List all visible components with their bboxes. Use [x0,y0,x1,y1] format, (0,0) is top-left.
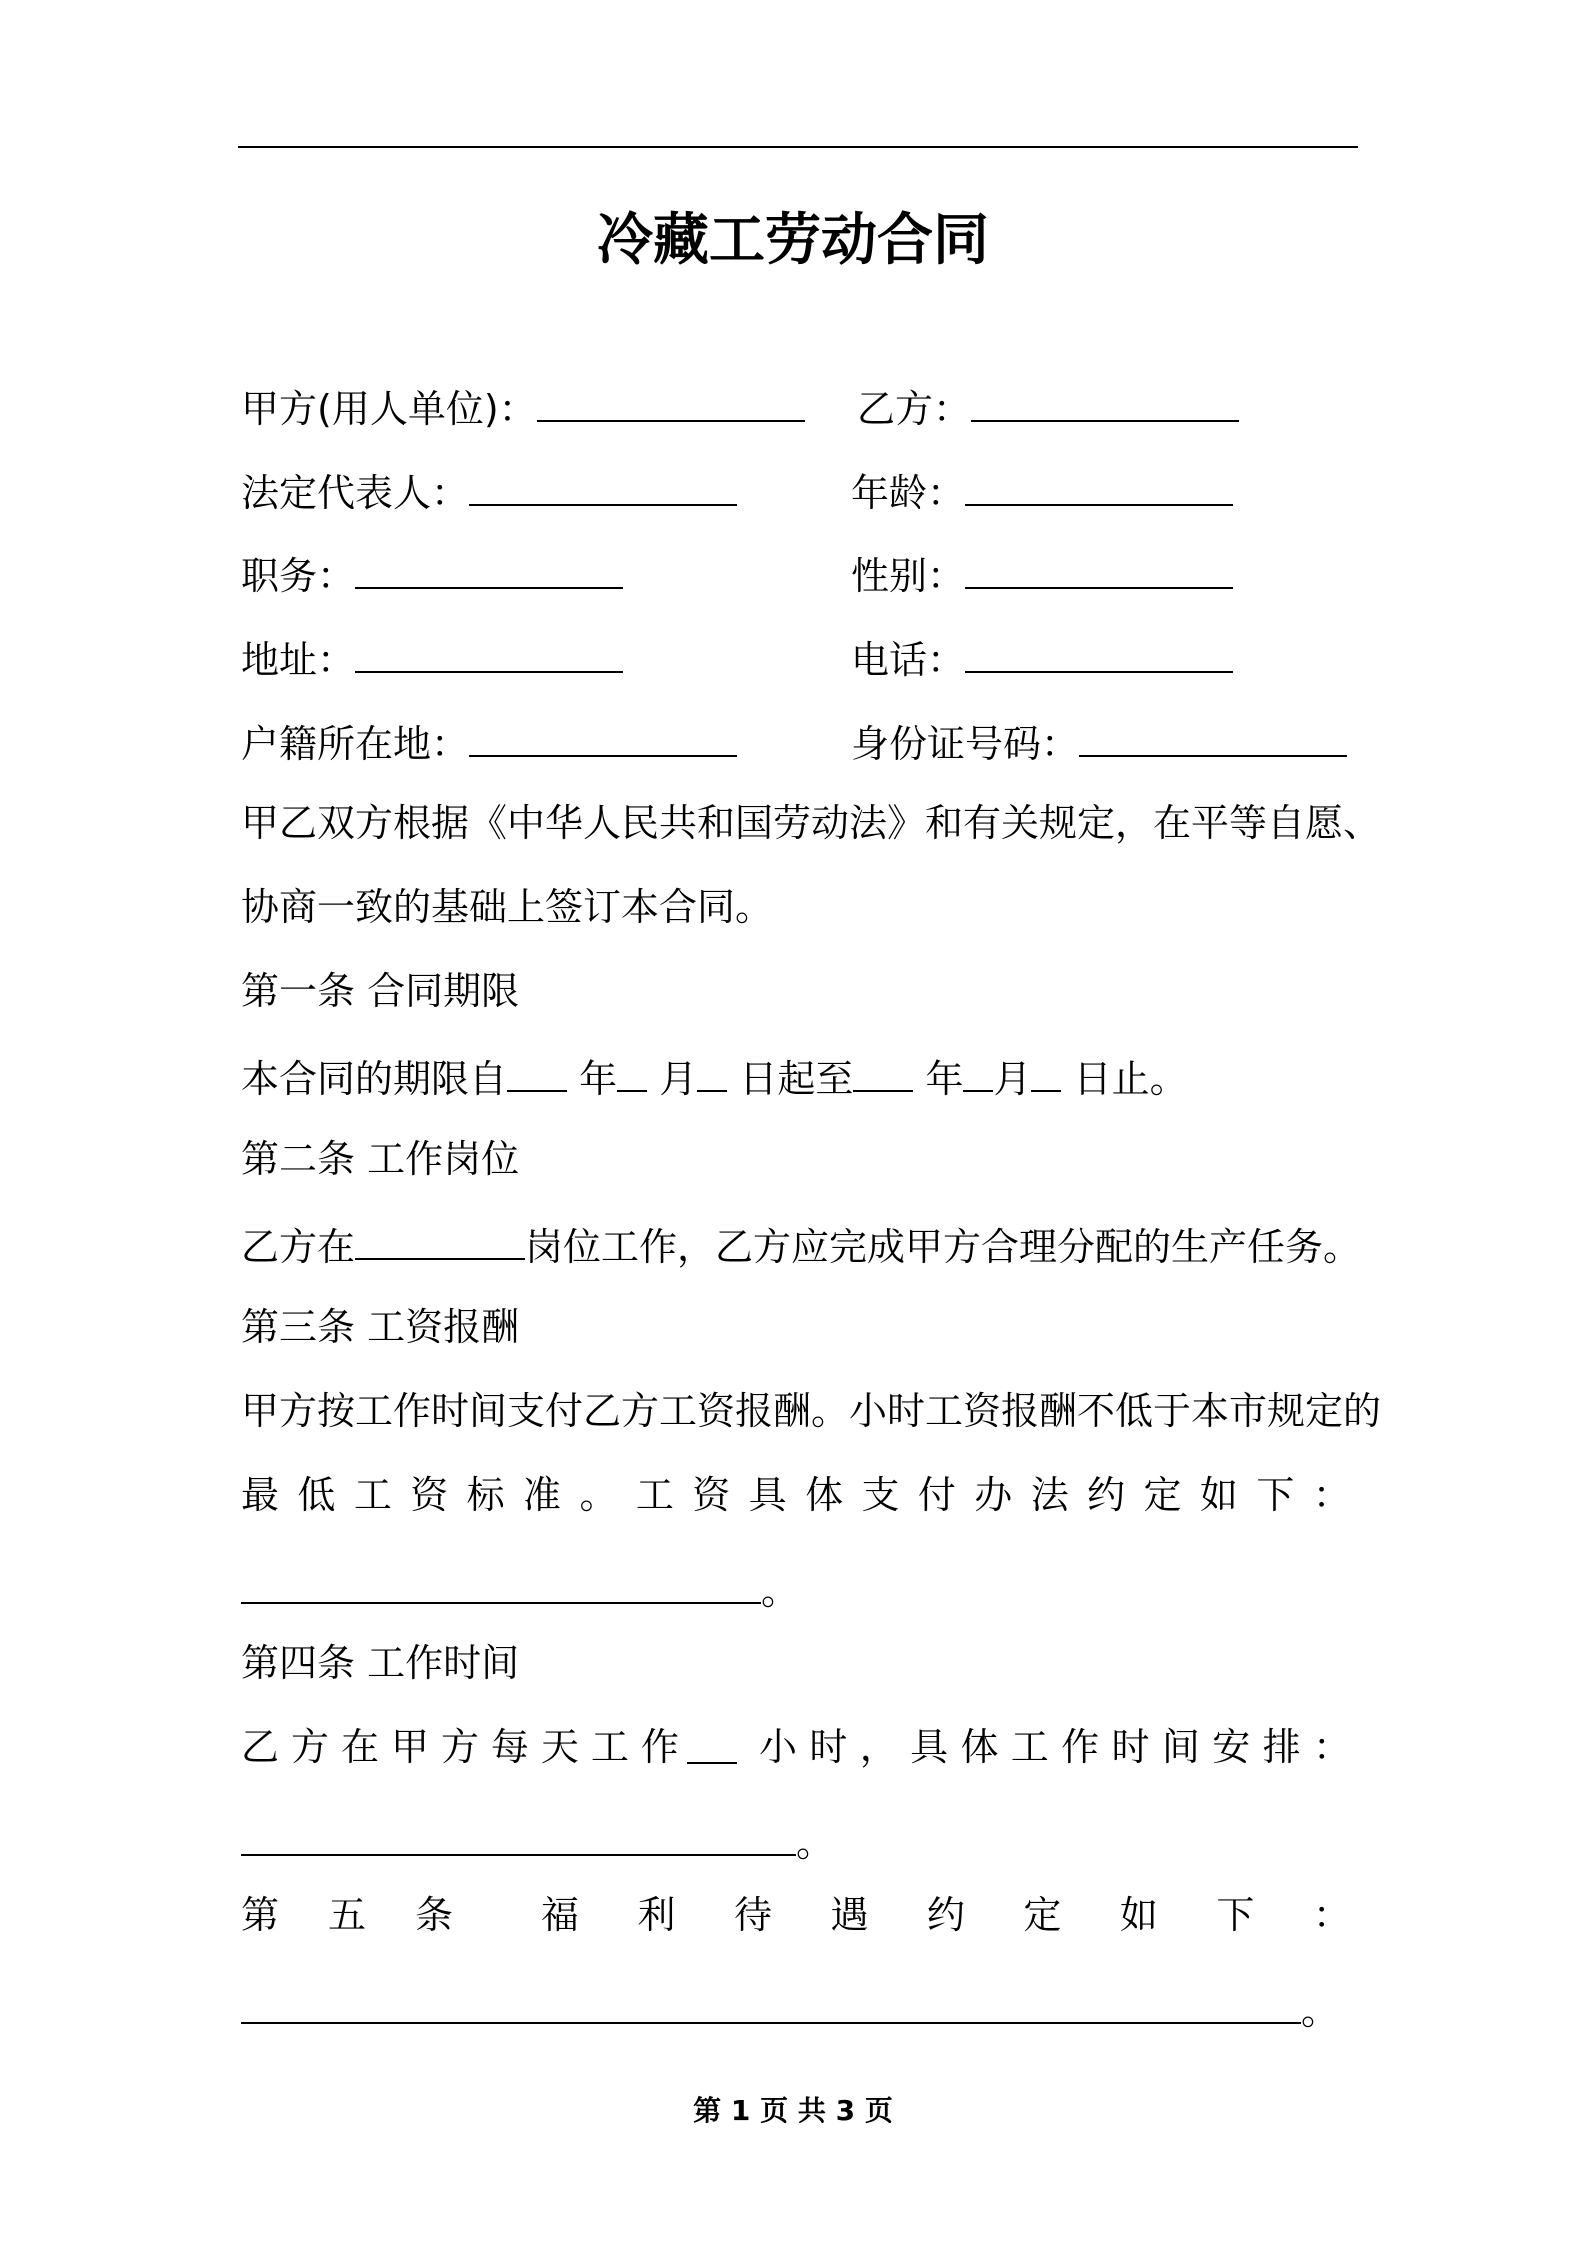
start-year-label: 年 [579,1057,618,1101]
position-label: 职务： [241,554,356,598]
end-year-label: 年 [925,1057,964,1101]
id-number-label: 身份证号码： [851,722,1080,766]
char: 约 [1087,1473,1126,1517]
intro-line-1: 甲乙双方根据《中华人民共和国劳动法》和有关规定，在平等自愿、 [241,801,1382,845]
char: 第 [241,1893,280,1937]
char: 最 [241,1473,280,1517]
article-5-line-1 [241,1890,1351,1940]
char: 间 [1161,1725,1200,1769]
start-month-label: 月 [659,1057,698,1101]
start-day-label: 日起至 [739,1057,854,1101]
id-number-blank[interactable] [1079,715,1347,757]
char: 排 [1262,1725,1301,1769]
char: 下 [1256,1473,1295,1517]
char: 工 [590,1725,629,1769]
char: 遇 [830,1893,869,1937]
char: 定 [1023,1893,1062,1937]
char: ： [1312,1725,1351,1769]
article-4-end: 。 [796,1821,835,1865]
party-a-field [241,380,805,434]
char: 付 [917,1473,956,1517]
char: 办 [974,1473,1013,1517]
age-field [851,464,1233,518]
char: 如 [1199,1473,1238,1517]
end-month-label: 月 [993,1057,1032,1101]
char: 约 [926,1893,965,1937]
char: 具 [748,1473,787,1517]
char: 工 [635,1473,674,1517]
article-4-line-1 [241,1722,1351,1772]
char: 资 [692,1473,731,1517]
article-1-text [241,1050,1188,1104]
article-5-end: 。 [1301,1989,1340,2033]
intro-line-2: 协商一致的基础上签订本合同。 [241,885,774,929]
char: 天 [540,1725,579,1769]
schedule-blank[interactable] [241,1814,796,1856]
char: 定 [1143,1473,1182,1517]
address-label: 地址： [241,638,356,682]
party-b-label: 乙方： [857,387,972,431]
article-4-line-2 [241,1814,834,1868]
position-blank[interactable] [355,547,623,589]
benefits-blank[interactable] [241,1982,1301,2024]
char: 在 [340,1725,379,1769]
article-2-heading: 第二条 工作岗位 [241,1137,520,1181]
end-year-blank[interactable] [853,1050,913,1092]
char: 作 [1061,1725,1100,1769]
char: 工 [353,1473,392,1517]
char: 乙 [241,1725,280,1769]
char: 准 [523,1473,562,1517]
start-year-blank[interactable] [507,1050,567,1092]
header-rule [238,146,1358,148]
post-prefix: 乙方在 [241,1225,356,1269]
char: ， [859,1725,898,1769]
post-blank[interactable] [355,1218,525,1260]
char: 条 [414,1893,453,1937]
end-day-blank[interactable] [1031,1050,1061,1092]
start-day-blank[interactable] [697,1050,727,1092]
term-start-label: 本合同的期限自 [241,1057,508,1101]
wage-method-blank[interactable] [241,1562,761,1604]
char: 低 [297,1473,336,1517]
char: 工 [1010,1725,1049,1769]
article-1-heading: 第一条 合同期限 [241,969,520,1013]
char: 甲 [390,1725,429,1769]
char: 作 [640,1725,679,1769]
gender-label: 性别： [851,554,966,598]
post-suffix: 岗位工作，乙方应完成甲方合理分配的生产任务。 [525,1225,1362,1269]
char: ： [1312,1473,1351,1517]
char: 安 [1212,1725,1251,1769]
char: 体 [960,1725,999,1769]
char: 下 [1216,1893,1255,1937]
page-footer: 第 1 页 共 3 页 [693,2094,893,2127]
party-a-blank[interactable] [537,380,805,422]
article-3-line-2 [241,1470,1351,1520]
char: 标 [466,1473,505,1517]
char: 如 [1119,1893,1158,1937]
char: 福 [541,1893,580,1937]
char: 时 [1111,1725,1150,1769]
legal-rep-blank[interactable] [469,464,737,506]
household-field [241,715,737,769]
article-3-end: 。 [761,1569,800,1613]
age-blank[interactable] [965,464,1233,506]
id-number-field [851,715,1347,769]
age-label: 年龄： [851,471,966,515]
gender-field [851,547,1233,601]
char: 每 [490,1725,529,1769]
char: ： [1312,1893,1351,1937]
phone-label: 电话： [851,638,966,682]
phone-blank[interactable] [965,631,1233,673]
article-3-line-3 [241,1562,799,1616]
phone-field [851,631,1233,685]
char: 待 [733,1893,772,1937]
char: 小 [759,1725,798,1769]
article-3-line-1: 甲方按工作时间支付乙方工资报酬。小时工资报酬不低于本市规定的 [241,1389,1382,1433]
party-b-blank[interactable] [971,380,1239,422]
char: 方 [440,1725,479,1769]
article-4-heading: 第四条 工作时间 [241,1641,520,1685]
document-title: 冷藏工劳动合同 [597,208,989,273]
article-3-heading: 第三条 工资报酬 [241,1305,520,1349]
end-day-label: 日止。 [1073,1057,1188,1101]
household-label: 户籍所在地： [241,722,470,766]
legal-rep-label: 法定代表人： [241,471,470,515]
char: 具 [910,1725,949,1769]
article-5-line-2 [241,1982,1339,2036]
daily-hours-blank[interactable] [687,1722,737,1764]
legal-rep-field [241,464,737,518]
address-field [241,631,623,685]
household-blank[interactable] [469,715,737,757]
char: 法 [1030,1473,1069,1517]
char: 支 [861,1473,900,1517]
char: 方 [290,1725,329,1769]
char: 时 [809,1725,848,1769]
article-2-text [241,1218,1361,1272]
end-month-blank[interactable] [963,1050,993,1092]
start-month-blank[interactable] [617,1050,647,1092]
char: 体 [805,1473,844,1517]
party-b-field [857,380,1239,434]
gender-blank[interactable] [965,547,1233,589]
position-field [241,547,623,601]
char: 利 [637,1893,676,1937]
char: 五 [327,1893,366,1937]
char: 资 [410,1473,449,1517]
address-blank[interactable] [355,631,623,673]
char: 。 [579,1473,618,1517]
party-a-label: 甲方(用人单位)： [241,387,537,431]
